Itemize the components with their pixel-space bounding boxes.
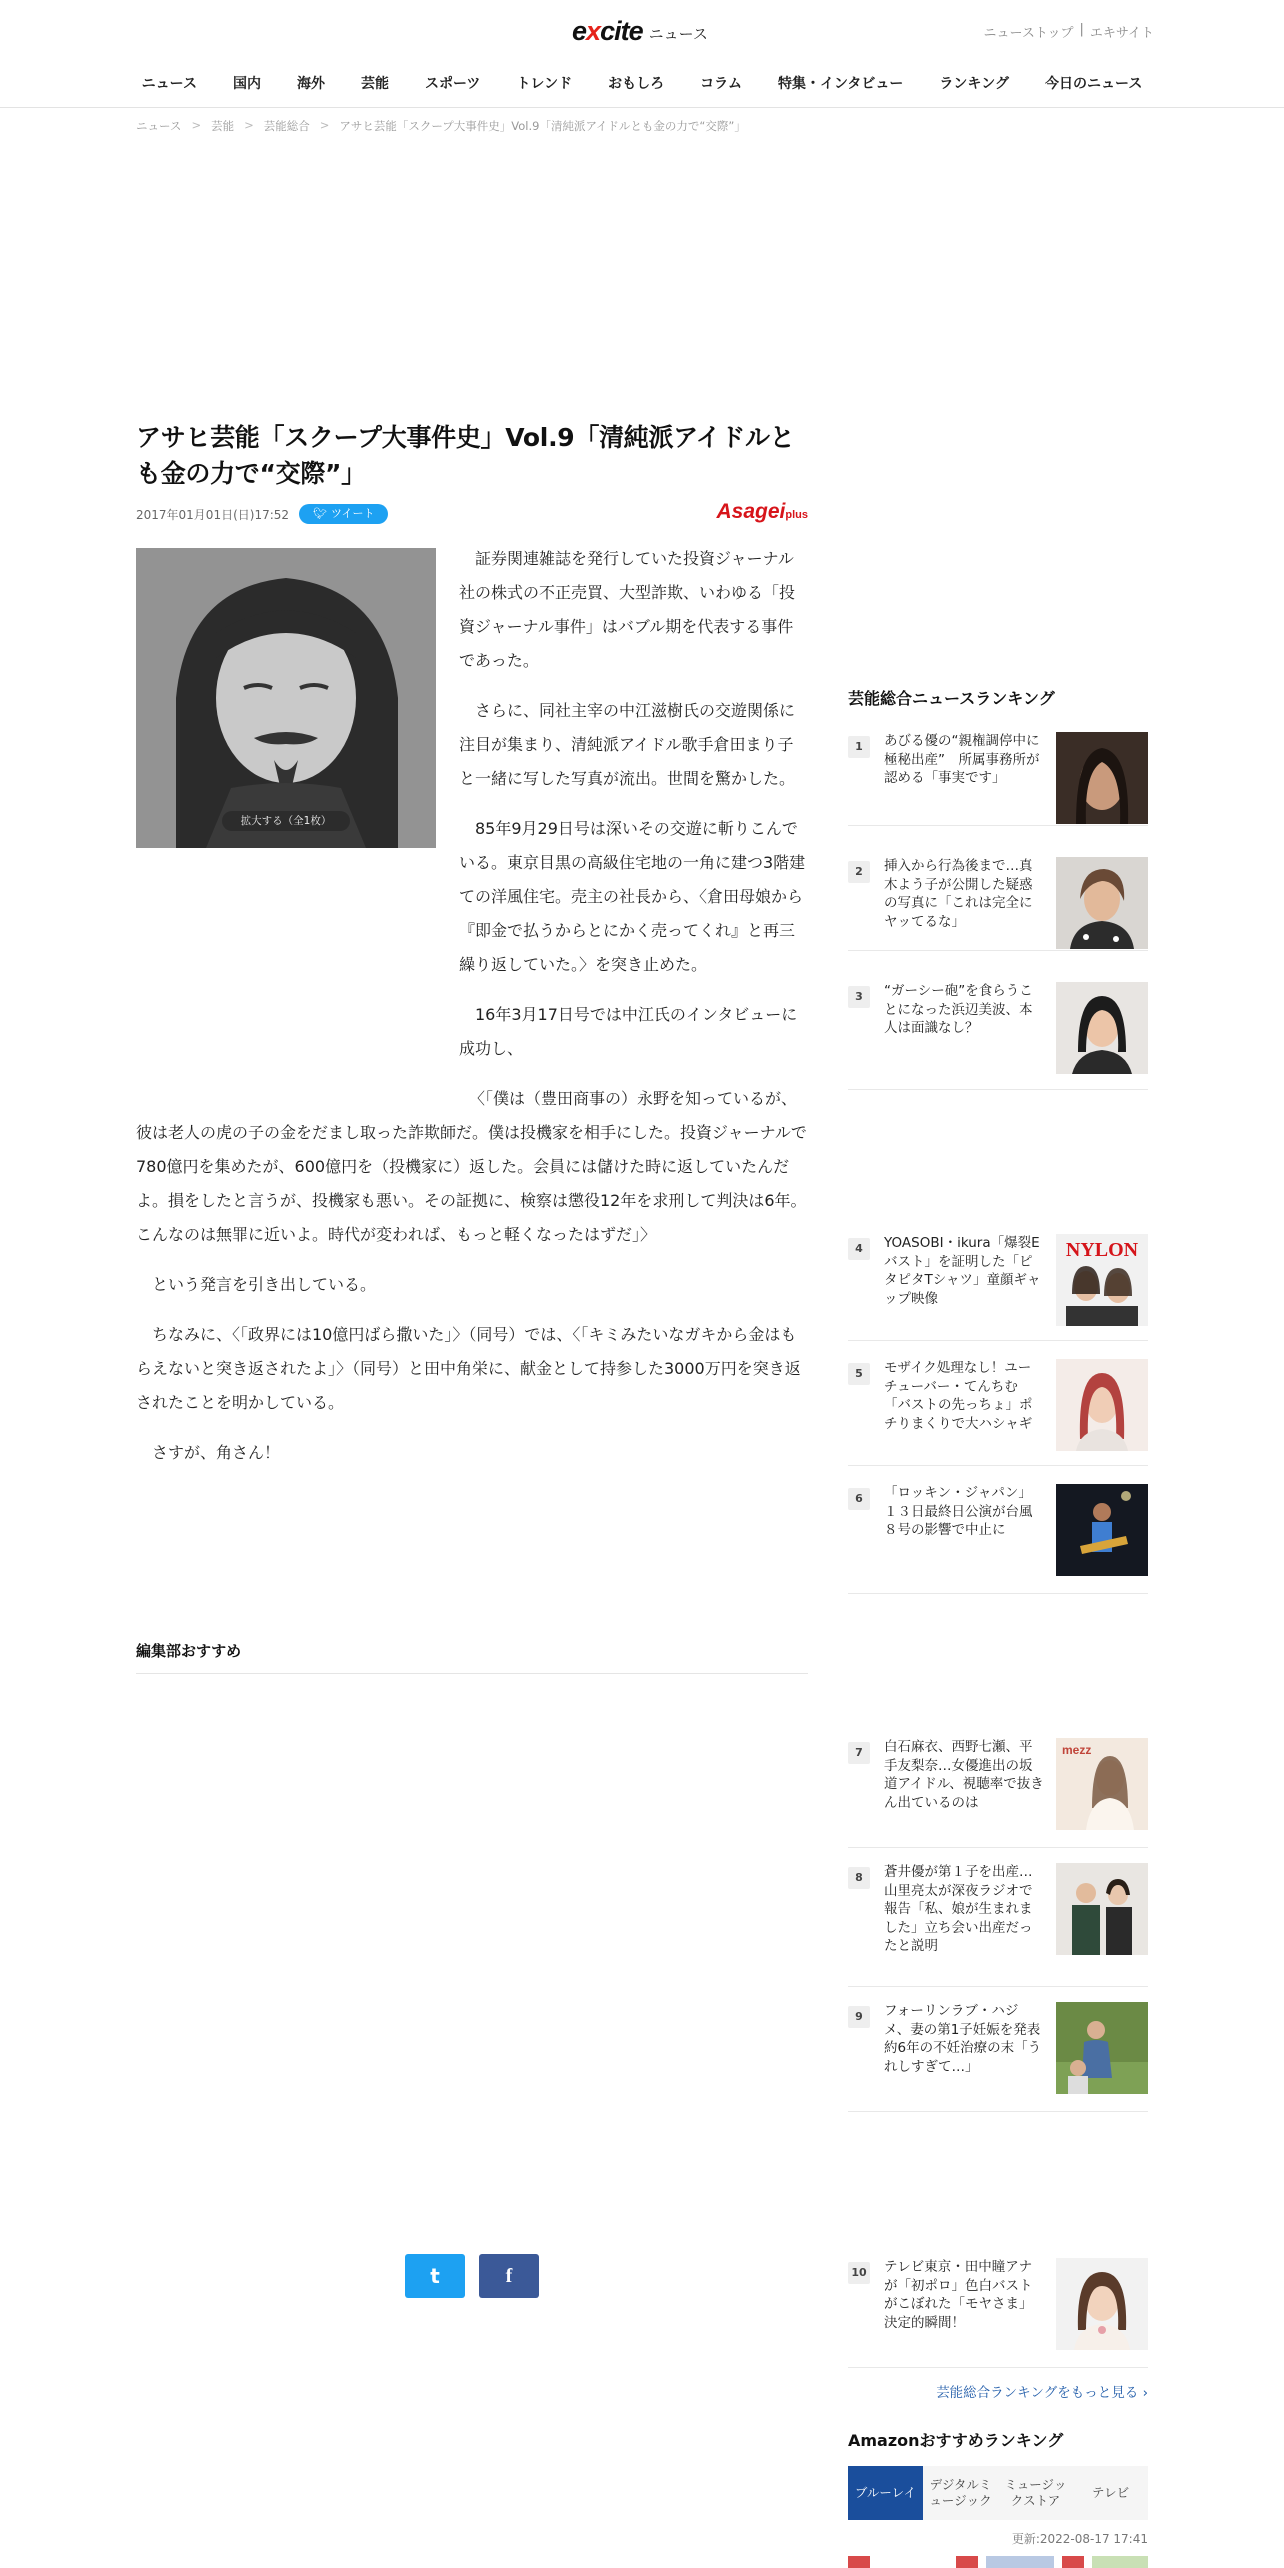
tweet-button[interactable] xyxy=(299,504,388,524)
article-paragraph: 16年3月17日号では中江氏のインタビューに成功し、 xyxy=(459,1005,798,1058)
mezz-thumb-text: mezz xyxy=(1062,1743,1092,1757)
rank-title: フォーリンラブ・ハジメ、妻の第1子妊娠を発表 約6年の不妊治療の末「うれしすぎて…」 xyxy=(884,2003,1054,2075)
rank-number: 1 xyxy=(848,736,870,758)
nav-item-column[interactable]: コラム xyxy=(700,76,742,92)
rank-title: 白石麻衣、西野七瀬、平手友梨奈…女優進出の坂道アイドル、視聴率で抜きん出ているのは xyxy=(884,1739,1044,1811)
twitter-bird-icon: 🐦︎ xyxy=(313,507,327,520)
ranking-item[interactable] xyxy=(848,1484,1148,1594)
rank-thumbnail xyxy=(1056,1738,1148,1830)
nav-item-sports[interactable]: スポーツ xyxy=(424,76,481,92)
global-nav xyxy=(0,60,1284,108)
tab-music-store[interactable]: ミュージックストア xyxy=(1004,2477,1067,2508)
breadcrumb-sep: > xyxy=(244,118,254,132)
rank-thumbnail xyxy=(1056,857,1148,949)
amazon-updated-time: 更新:2022-08-17 17:41 xyxy=(1011,2532,1148,2546)
top-links xyxy=(984,22,1154,41)
ranking-item[interactable] xyxy=(848,1863,1148,1987)
logo-mark: excite xyxy=(572,15,643,46)
site-header xyxy=(0,0,1284,108)
rank-thumbnail xyxy=(1056,1863,1148,1955)
editor-pick-heading: 編集部おすすめ xyxy=(136,1640,808,1674)
breadcrumb-sep: > xyxy=(319,118,330,132)
article-paragraph: 証券関連雑誌を発行していた投資ジャーナル社の株式の不正売買、大型詐欺、いわゆる「投資ジャーナル事件」はバブル期を代表する事件であった。 xyxy=(459,549,796,670)
article-paragraph: ちなみに、〈「政界には10億円ばら撒いた」〉（同号）では、〈「キミみたいなガキから金はもらえないと突き返されたよ」〉（同号）と田中角栄に、献金として持参した3000万円を突き返されたことを明かしている。 xyxy=(136,1325,801,1412)
breadcrumb-entertainment[interactable]: 芸能 xyxy=(211,119,235,133)
article-paragraph: という発言を引き出している。 xyxy=(152,1275,377,1294)
rank-number: 3 xyxy=(848,986,870,1008)
rank-number: 5 xyxy=(848,1363,870,1385)
twitter-icon: t xyxy=(430,2264,440,2288)
breadcrumb-current: アサヒ芸能「スクープ大事件史」Vol.9「清純派アイドルとも金の力で“交際”」 xyxy=(339,119,746,133)
nav-item-today[interactable]: 今日のニュース xyxy=(1045,76,1143,92)
amazon-spacer xyxy=(878,2556,948,2568)
chevron-right-icon: › xyxy=(1142,2385,1148,2401)
nav-item-domestic[interactable]: 国内 xyxy=(232,76,261,92)
tweet-label: ツイート xyxy=(331,507,375,520)
rank-title: 「ロッキン・ジャパン」１３日最終日公演が台風８号の影響で中止に xyxy=(884,1485,1033,1538)
logo-sub: ニュース xyxy=(648,24,708,43)
ranking-item[interactable] xyxy=(848,1234,1148,1341)
ranking-item[interactable] xyxy=(848,982,1148,1090)
rank-thumbnail xyxy=(1056,2002,1148,2094)
nav-item-funny[interactable]: おもしろ xyxy=(608,76,665,92)
article-meta xyxy=(136,502,808,526)
rank-number: 8 xyxy=(848,1867,870,1889)
rank-thumbnail xyxy=(1056,982,1148,1074)
nav-item-news[interactable]: ニュース xyxy=(141,76,197,92)
excite-link[interactable]: エキサイト xyxy=(1089,26,1154,41)
share-buttons xyxy=(405,2254,539,2298)
news-top-link[interactable]: ニューストップ xyxy=(983,26,1074,41)
breadcrumb xyxy=(136,118,746,134)
ranking-item[interactable] xyxy=(848,1359,1148,1466)
ranking-item[interactable] xyxy=(848,2258,1148,2368)
article xyxy=(136,420,808,1462)
ranking-item[interactable] xyxy=(848,732,1148,826)
rank-title: 蒼井優が第１子を出産…山里亮太が深夜ラジオで報告「私、娘が生まれました」立ち会い出産だったと説明 xyxy=(884,1864,1033,1954)
asagei-plus-logo[interactable] xyxy=(717,500,809,524)
tab-bluray[interactable]: ブルーレイ xyxy=(848,2466,923,2520)
article-quote: 〈「僕は（豊田商事の）永野を知っているが、彼は老人の虎の子の金をだまし取った詐欺師だ。僕は投機家を相手にした。投資ジャーナルで780億円を集めたが、600億円を（投機家に）返した。会員には儲けた時に返していたんだよ。損をしたと言うが、投機家も悪い。その証拠に、検察は懲役12年を求刑して判決は6年。こんなのは無罪に近いよ。時代が変われば、もっと軽くなったはずだ」〉 xyxy=(136,1089,807,1244)
rank-thumbnail xyxy=(1056,1359,1148,1451)
breadcrumb-news[interactable]: ニュース xyxy=(136,119,182,133)
excite-logo[interactable] xyxy=(572,14,708,48)
ranking-item[interactable] xyxy=(848,2002,1148,2112)
tab-digital-music[interactable]: デジタルミュージック xyxy=(929,2477,992,2508)
rank-number: 10 xyxy=(848,2262,870,2284)
amazon-item-image[interactable] xyxy=(986,2556,1054,2568)
asagei-logo-sub: plus xyxy=(785,509,808,521)
facebook-icon: f xyxy=(505,2264,513,2287)
enlarge-button[interactable]: 拡大する（全1枚） xyxy=(222,811,350,831)
asagei-logo-text: Asagei xyxy=(716,500,786,523)
breadcrumb-sep: > xyxy=(191,118,202,132)
rank-thumbnail xyxy=(1056,732,1148,824)
article-paragraph: さすが、角さん！ xyxy=(152,1443,281,1462)
amazon-rank-badge xyxy=(1062,2556,1084,2568)
ranking-more-link[interactable] xyxy=(936,2381,1148,2401)
article-title: アサヒ芸能「スクープ大事件史」Vol.9「清純派アイドルとも金の力で“交際”」 xyxy=(136,423,795,488)
article-date: 2017年01月01日(日)17:52 xyxy=(136,507,290,522)
amazon-rank-badge xyxy=(848,2556,870,2568)
rank-thumbnail xyxy=(1056,2258,1148,2350)
amazon-items-strip xyxy=(848,2556,1148,2568)
ranking-title: 芸能総合ニュースランキング xyxy=(848,689,1055,708)
rank-number: 6 xyxy=(848,1488,870,1510)
nav-item-ranking[interactable]: ランキング xyxy=(939,76,1010,92)
rank-title: “ガーシー砲”を食らうことになった浜辺美波、本人は面識なし？ xyxy=(884,983,1033,1036)
top-links-sep: | xyxy=(1079,22,1084,37)
rank-thumbnail xyxy=(1056,1234,1148,1326)
article-paragraph: 85年9月29日号は深いその交遊に斬りこんでいる。東京目黒の高級住宅地の一角に建つ3階建ての洋風住宅。売主の社長から、〈倉田母娘から『即金で払うからとにかく売ってくれ』と再三繰り返していた。〉を突き止めた。 xyxy=(459,819,806,974)
twitter-share-button[interactable] xyxy=(405,2254,465,2298)
nav-item-entertainment[interactable]: 芸能 xyxy=(360,76,389,92)
amazon-ranking-title: Amazonおすすめランキング xyxy=(848,2431,1064,2450)
article-paragraph: さらに、同社主宰の中江滋樹氏の交遊関係に注目が集まり、清純派アイドル歌手倉田まり子と一緒に写した写真が流出。世間を驚かした。 xyxy=(459,701,796,788)
rank-number: 2 xyxy=(848,861,870,883)
rank-title: あびる優の“親権調停中に極秘出産” 所属事務所が認める「事実です」 xyxy=(884,733,1040,786)
article-body xyxy=(136,542,808,1486)
facebook-share-button[interactable] xyxy=(479,2254,539,2298)
rank-title: テレビ東京・田中瞳アナが「初ポロ」色白バストがこぼれた「モヤさま」決定的瞬間！ xyxy=(884,2259,1033,2331)
tab-tv[interactable]: テレビ xyxy=(1091,2485,1130,2500)
rank-number: 9 xyxy=(848,2006,870,2028)
nav-item-trend[interactable]: トレンド xyxy=(516,76,573,92)
nylon-thumb-text: NYLON xyxy=(1065,1239,1139,1261)
rank-title: 挿入から行為後まで…真木よう子が公開した疑惑の写真に「これは完全にヤッてるな」 xyxy=(884,858,1033,930)
nav-item-overseas[interactable]: 海外 xyxy=(296,76,325,92)
rank-title: モザイク処理なし！ユーチューバー・てんちむ「バストの先っちょ」ポチりまくりで大ハシャギ xyxy=(884,1360,1033,1432)
amazon-item-image[interactable] xyxy=(1092,2556,1148,2568)
nav-item-features[interactable]: 特集・インタビュー xyxy=(777,76,904,92)
amazon-rank-badge xyxy=(956,2556,978,2568)
ranking-item[interactable] xyxy=(848,857,1148,951)
amazon-tabs xyxy=(848,2466,1148,2520)
ranking-more-label: 芸能総合ランキングをもっと見る xyxy=(936,2385,1139,2401)
ranking-item[interactable] xyxy=(848,1738,1148,1848)
breadcrumb-general[interactable]: 芸能総合 xyxy=(263,119,310,133)
rank-thumbnail xyxy=(1056,1484,1148,1576)
rank-number: 7 xyxy=(848,1742,870,1764)
rank-title: YOASOBI・ikura「爆裂Eバスト」を証明した「ピタピタTシャツ」童顔ギャップ映像 xyxy=(884,1235,1041,1307)
rank-number: 4 xyxy=(848,1238,870,1260)
